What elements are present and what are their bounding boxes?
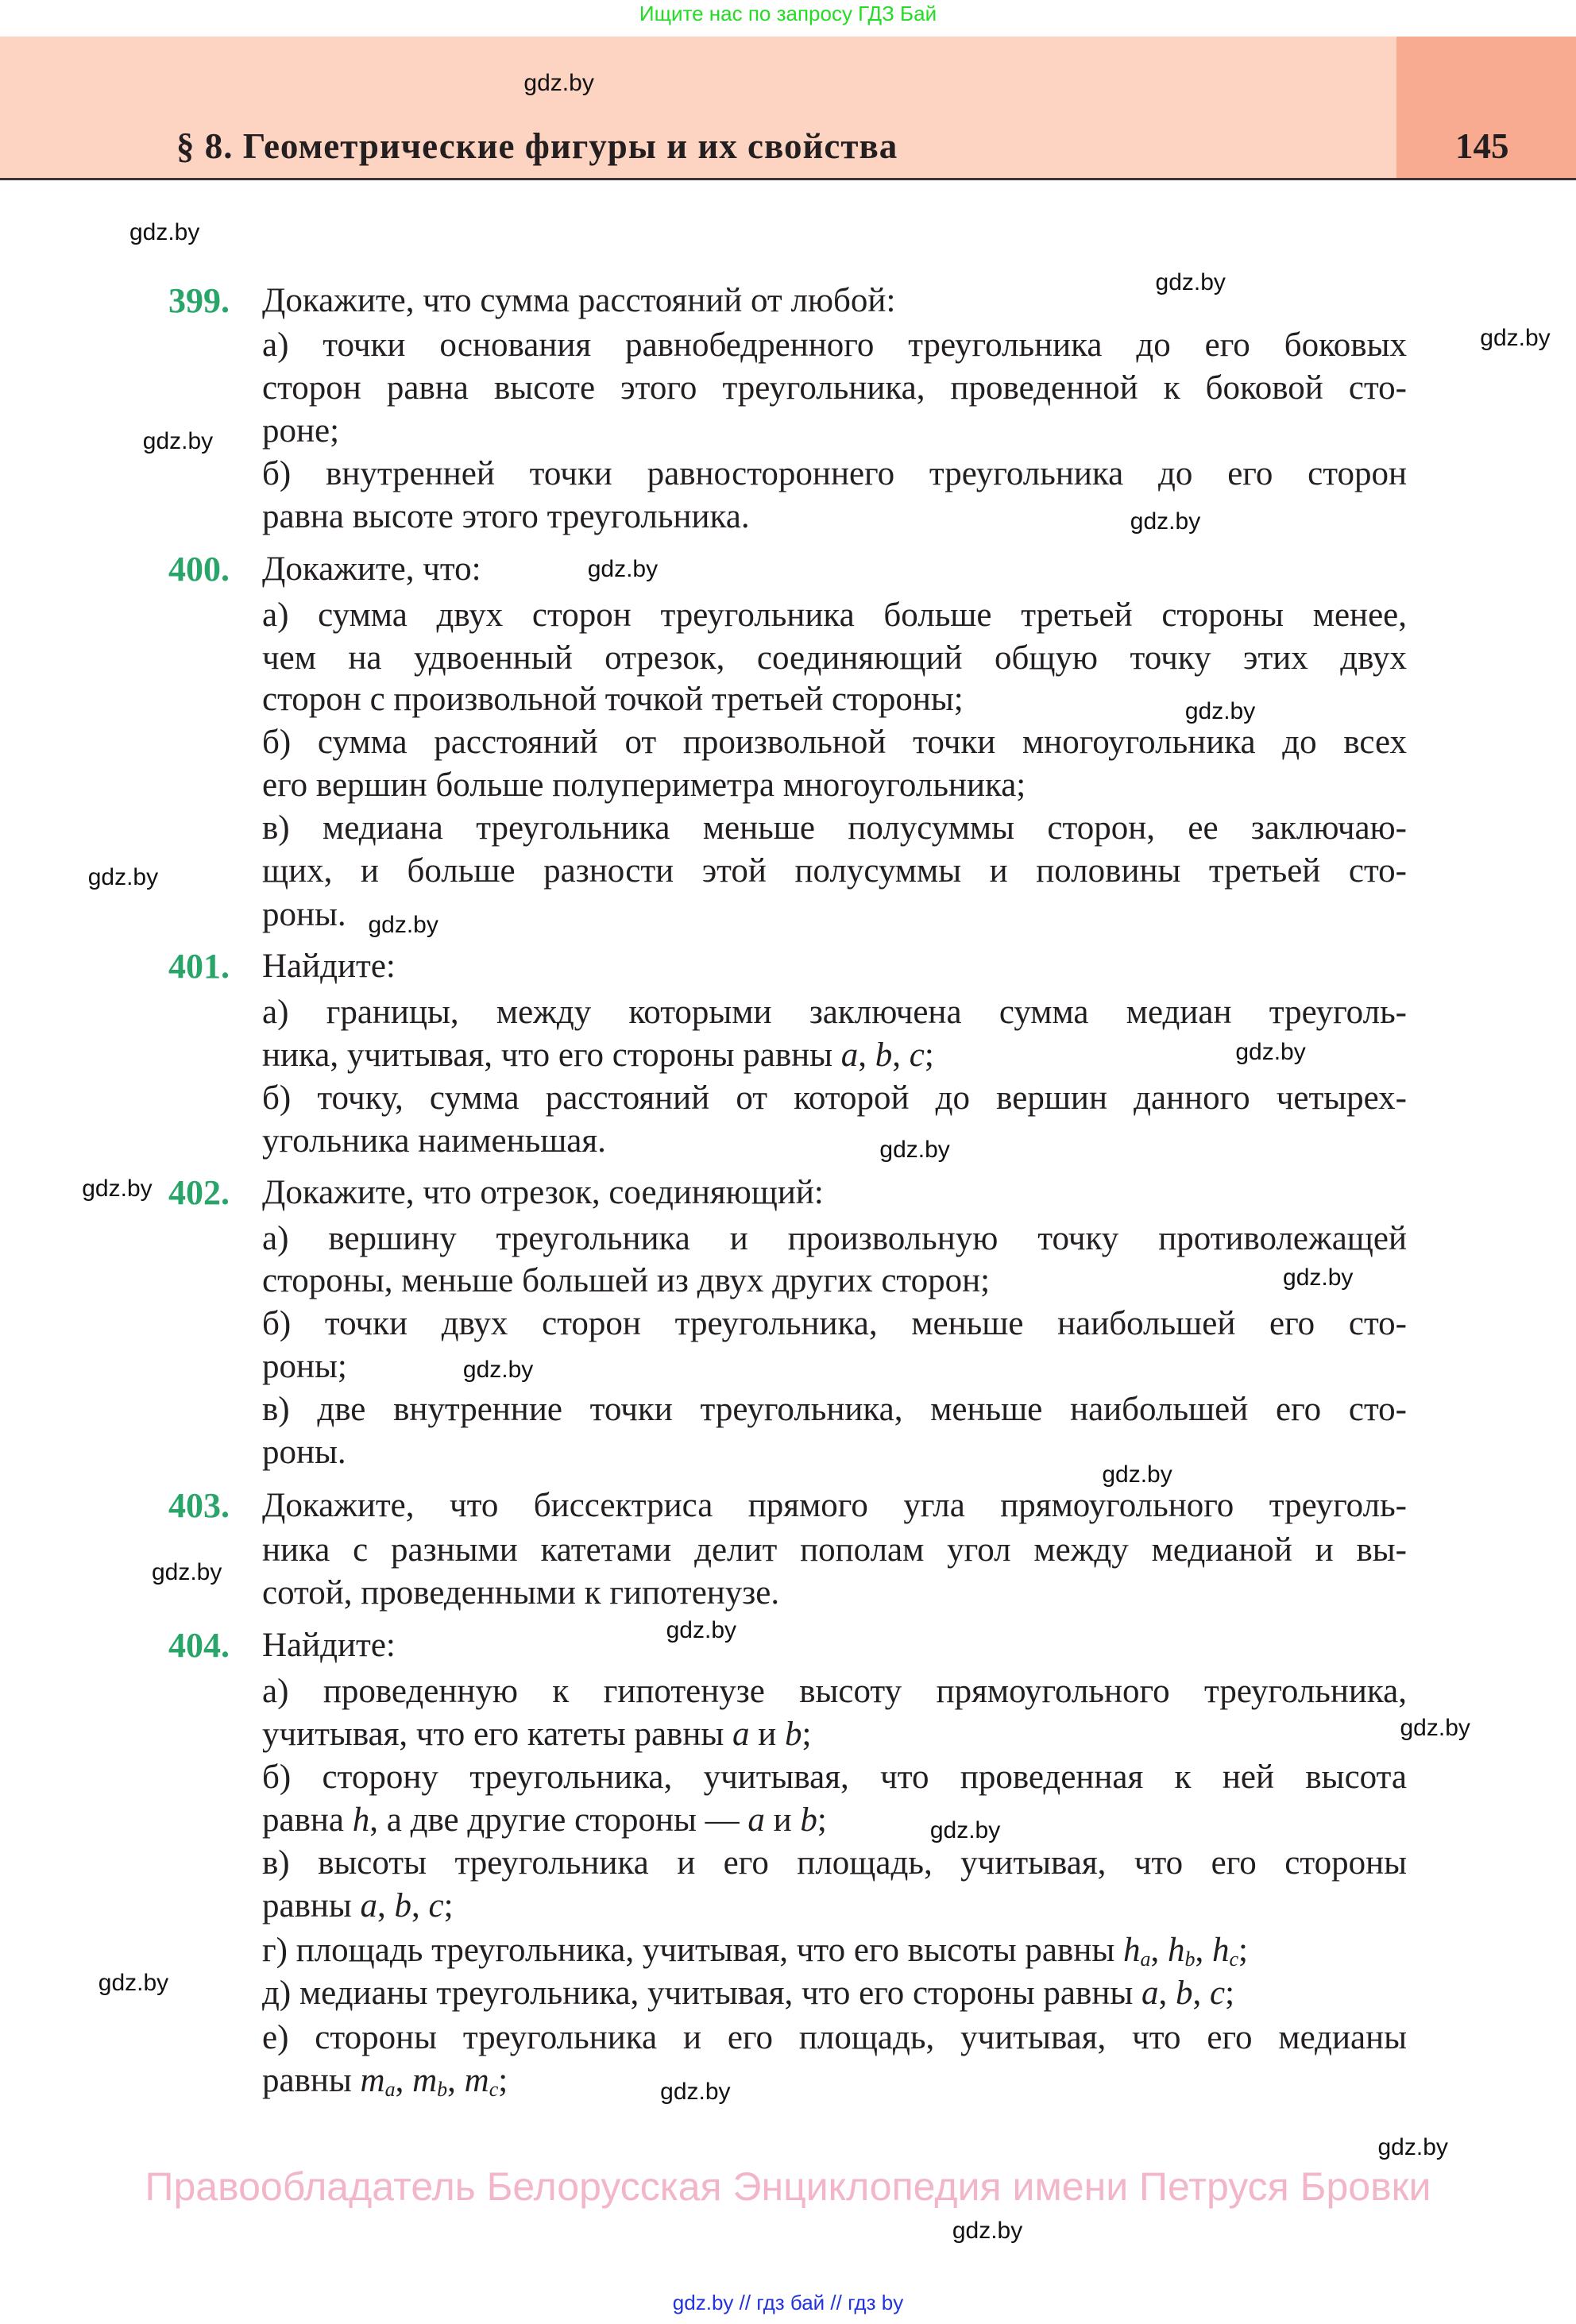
watermark: gdz.by <box>660 2078 731 2105</box>
watermark: gdz.by <box>82 1175 153 1202</box>
section-title: § 8. Геометрические фигуры и их свойства <box>176 126 898 166</box>
problem-number: 402. <box>168 1173 230 1213</box>
watermark: gdz.by <box>1184 697 1256 724</box>
watermark: gdz.by <box>129 219 200 246</box>
bottom-links[interactable]: gdz.by // гдз бай // гдз by <box>672 2291 904 2314</box>
watermark: gdz.by <box>1400 1715 1470 1742</box>
watermark: gdz.by <box>666 1617 737 1644</box>
problem-text-line: б) точку, сумма расстояний от которой до вершин данного четырех- <box>262 1079 1407 1117</box>
watermark: gdz.by <box>1130 508 1201 535</box>
problem-text-line: б) внутренней точки равностороннего треугольника до его сторон <box>262 455 1407 493</box>
problem-text-line: Найдите: <box>262 947 396 985</box>
watermark: gdz.by <box>87 863 159 890</box>
problem-text-line: ника, учитывая, что его стороны равны a, b, c; <box>262 1036 934 1074</box>
problem-text-line: Докажите, что сумма расстояний от любой: <box>262 281 896 319</box>
problem-text-line: е) стороны треугольника и его площадь, учитывая, что его медианы <box>262 2019 1407 2057</box>
copyright-footer: Правообладатель Белорусская Энциклопедия имени Петруся Бровки <box>145 2164 1431 2209</box>
problem-number: 404. <box>168 1625 230 1665</box>
problem-text-line: сотой, проведенными к гипотенузе. <box>262 1574 780 1612</box>
problem-text-line: роны. <box>262 895 346 933</box>
problem-text-line: учитывая, что его катеты равны a и b; <box>262 1715 812 1753</box>
problem-text-line: б) сторону треугольника, учитывая, что проведенная к ней высота <box>262 1758 1407 1796</box>
watermark: gdz.by <box>1155 269 1226 296</box>
problem-text-line: равны $m_a$, $m_b$, $m_c$; <box>262 2062 508 2102</box>
problem-text-line: а) точки основания равнобедренного треугольника до его боковых <box>262 326 1407 364</box>
page-number: 145 <box>1455 126 1509 166</box>
watermark: gdz.by <box>462 1356 534 1383</box>
watermark: gdz.by <box>1480 324 1551 351</box>
problem-text-line: б) сумма расстояний от произвольной точки многоугольника до всех <box>262 724 1407 762</box>
problem-text-line: а) сумма двух сторон треугольника больше третьей стороны менее, <box>262 596 1407 634</box>
problem-text-line: роны. <box>262 1434 346 1472</box>
problem-text-line: в) две внутренние точки треугольника, меньше наибольшей его сто- <box>262 1390 1407 1428</box>
problem-text-line: в) медиана треугольника меньше полусуммы сторон, ее заключаю- <box>262 809 1407 847</box>
watermark: gdz.by <box>952 2217 1023 2244</box>
problem-text-line: а) проведенную к гипотенузе высоту прямоугольного треугольника, <box>262 1672 1407 1710</box>
watermark: gdz.by <box>1102 1461 1172 1488</box>
problem-number: 401. <box>168 946 230 986</box>
problem-text-line: угольника наименьшая. <box>262 1122 606 1160</box>
problem-number: 400. <box>168 549 230 589</box>
problem-text-line: г) площадь треугольника, учитывая, что его высоты равны $h_a$, $h_b$, $h_c$; <box>262 1932 1248 1971</box>
header-divider <box>0 178 1576 180</box>
watermark: gdz.by <box>587 555 659 582</box>
watermark: gdz.by <box>1235 1039 1306 1066</box>
watermark: gdz.by <box>1283 1264 1354 1291</box>
problem-number: 399. <box>168 280 230 320</box>
problem-text-line: Найдите: <box>262 1626 396 1664</box>
problem-text-line: Докажите, что отрезок, соединяющий: <box>262 1174 824 1212</box>
watermark: gdz.by <box>368 911 438 938</box>
problem-number: 403. <box>168 1486 230 1526</box>
watermark: gdz.by <box>929 1817 1001 1844</box>
watermark: gdz.by <box>98 1970 169 1997</box>
problem-text-line: ника с разными катетами делит пополам угол между медианой и вы- <box>262 1531 1407 1569</box>
problem-text-line: а) границы, между которыми заключена сумма медиан треуголь- <box>262 993 1407 1031</box>
problem-text-line: равны a, b, c; <box>262 1887 454 1925</box>
problem-text-line: Докажите, что: <box>262 550 481 588</box>
problem-text-line: в) высоты треугольника и его площадь, учитывая, что его стороны <box>262 1844 1407 1882</box>
problem-text-line: роне; <box>262 412 340 450</box>
problem-text-line: сторон с произвольной точкой третьей стороны; <box>262 680 964 718</box>
problem-text-line: роны; <box>262 1347 347 1385</box>
search-hint-banner: Ищите нас по запросу ГДЗ Бай <box>639 2 937 25</box>
problem-text-line: а) вершину треугольника и произвольную точку противолежащей <box>262 1220 1407 1258</box>
problem-text-line: равна высоте этого треугольника. <box>262 498 750 536</box>
problem-text-line: д) медианы треугольника, учитывая, что его стороны равны a, b, c; <box>262 1975 1235 2013</box>
problem-text-line: равна h, а две другие стороны — a и b; <box>262 1801 827 1839</box>
problem-text-line: стороны, меньше большей из двух других сторон; <box>262 1261 991 1299</box>
watermark: gdz.by <box>151 1559 222 1586</box>
problem-text-line: Докажите, что биссектриса прямого угла прямоугольного треуголь- <box>262 1487 1407 1525</box>
problem-text-line: его вершин больше полупериметра многоугольника; <box>262 766 1026 805</box>
watermark: gdz.by <box>523 69 594 96</box>
problem-text-line: сторон равна высоте этого треугольника, проведенной к боковой сто- <box>262 369 1407 407</box>
watermark: gdz.by <box>879 1137 950 1164</box>
watermark: gdz.by <box>1377 2134 1448 2161</box>
problem-text-line: щих, и больше разности этой полусуммы и половины третьей сто- <box>262 852 1407 890</box>
problem-text-line: б) точки двух сторон треугольника, меньше наибольшей его сто- <box>262 1304 1407 1342</box>
watermark: gdz.by <box>142 428 214 455</box>
problem-text-line: чем на удвоенный отрезок, соединяющий общую точку этих двух <box>262 639 1407 677</box>
